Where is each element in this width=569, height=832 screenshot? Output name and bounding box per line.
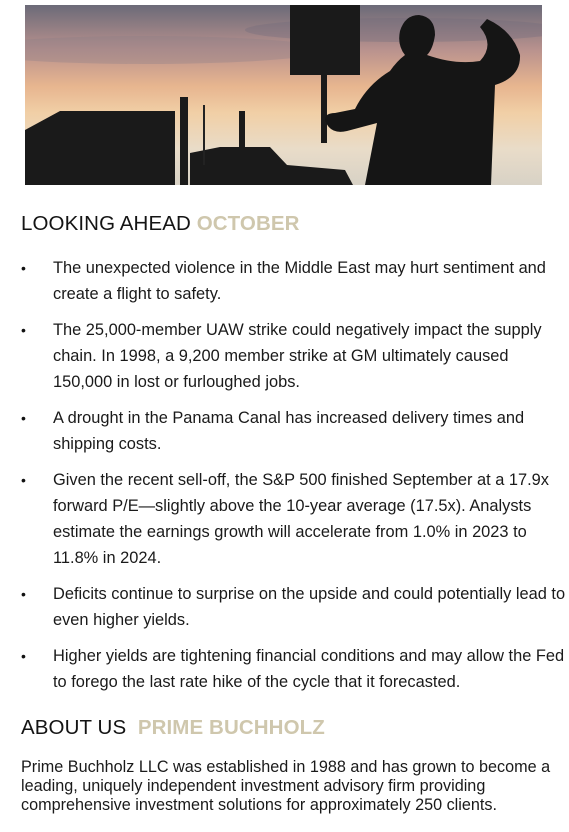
list-item-text: The unexpected violence in the Middle East may hurt sentiment and create a flight to safety. — [53, 259, 546, 303]
list-item — [21, 317, 566, 395]
about-us-title: ABOUT US — [21, 716, 127, 739]
protest-silhouette-image — [25, 5, 542, 185]
bullet-icon: • — [21, 410, 26, 426]
list-item — [21, 581, 566, 633]
bullet-icon: • — [21, 586, 26, 602]
bullet-icon: • — [21, 260, 26, 276]
list-item — [21, 467, 566, 571]
list-item-text: Deficits continue to surprise on the upside and could potentially lead to even higher yields. — [53, 585, 566, 629]
looking-ahead-list — [21, 255, 566, 705]
about-us-accent: PRIME BUCHHOLZ — [137, 716, 325, 739]
list-item-text: Given the recent sell-off, the S&P 500 finished September at a 17.9x forward P/E—slightly above the 10-year average (17.5x). Analysts estimate the earnings growth will accelerate from 1.0% in 2023 to 11.8% in 2024. — [53, 471, 549, 567]
list-item-text: The 25,000-member UAW strike could negatively impact the supply chain. In 1998, a 9,200 member strike at GM ultimately caused 150,000 in lost or furloughed jobs. — [53, 321, 542, 391]
looking-ahead-accent: OCTOBER — [196, 212, 300, 235]
hero-image — [25, 5, 542, 185]
list-item-text: Higher yields are tightening financial conditions and may allow the Fed to forego the last rate hike of the cycle that it forecasted. — [53, 647, 565, 691]
bullet-icon: • — [21, 472, 26, 488]
bullet-icon: • — [21, 322, 26, 338]
bullet-icon: • — [21, 648, 26, 664]
list-item — [21, 405, 566, 457]
looking-ahead-heading — [21, 212, 300, 236]
list-item — [21, 255, 566, 307]
list-item-text: A drought in the Panama Canal has increased delivery times and shipping costs. — [53, 409, 525, 453]
about-us-heading — [21, 716, 325, 740]
looking-ahead-title: LOOKING AHEAD — [21, 212, 191, 235]
list-item — [21, 643, 566, 695]
about-us-text: Prime Buchholz LLC was established in 1988 and has grown to become a leading, uniquely independent investment advisory firm providing comprehensive investment solutions for approximately 250 clients. — [21, 758, 551, 814]
